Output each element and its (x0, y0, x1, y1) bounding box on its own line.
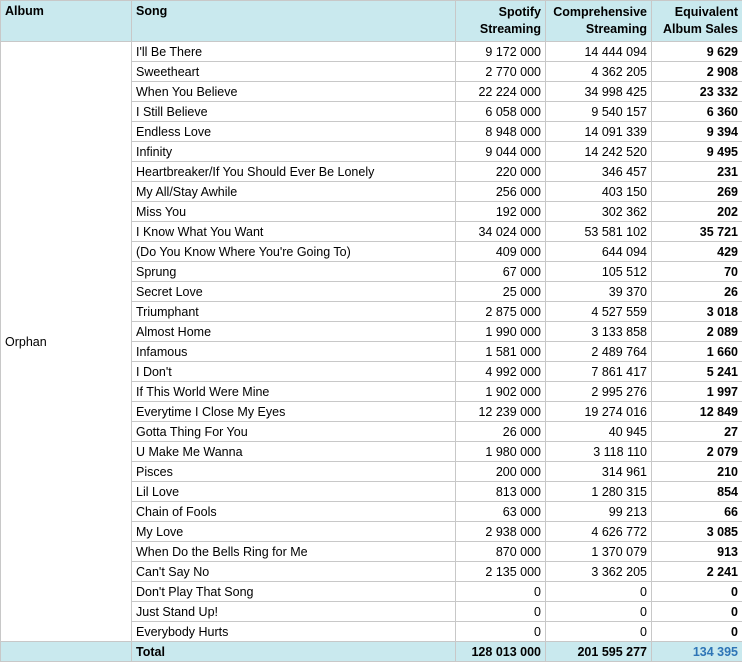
comprehensive-streaming-cell[interactable]: 14 444 094 (546, 42, 652, 62)
equivalent-album-sales-cell[interactable]: 9 394 (652, 122, 742, 142)
comprehensive-streaming-cell[interactable]: 4 362 205 (546, 62, 652, 82)
song-cell[interactable]: Can't Say No (132, 562, 456, 582)
spotify-streaming-cell[interactable]: 67 000 (456, 262, 546, 282)
song-cell[interactable]: Endless Love (132, 122, 456, 142)
comprehensive-header-line2: Streaming (586, 22, 647, 36)
spotify-streaming-cell[interactable]: 25 000 (456, 282, 546, 302)
song-cell[interactable]: When You Believe (132, 82, 456, 102)
equivalent-album-sales-cell[interactable]: 231 (652, 162, 742, 182)
song-cell[interactable]: Heartbreaker/If You Should Ever Be Lonely (132, 162, 456, 182)
comprehensive-streaming-cell[interactable]: 2 489 764 (546, 342, 652, 362)
equivalent-album-sales-column-header[interactable] (652, 1, 742, 42)
spotify-streaming-cell[interactable]: 1 980 000 (456, 442, 546, 462)
spotify-header-line2: Streaming (480, 22, 541, 36)
table-body (1, 42, 742, 662)
song-cell[interactable]: Sweetheart (132, 62, 456, 82)
spotify-streaming-cell[interactable]: 200 000 (456, 462, 546, 482)
album-header-label: Album (5, 4, 44, 18)
album-column-header[interactable] (1, 1, 132, 42)
song-cell[interactable]: Pisces (132, 462, 456, 482)
equivalent-album-sales-cell[interactable]: 202 (652, 202, 742, 222)
comprehensive-streaming-cell[interactable]: 403 150 (546, 182, 652, 202)
spotify-streaming-cell[interactable]: 1 902 000 (456, 382, 546, 402)
comprehensive-streaming-cell[interactable]: 3 133 858 (546, 322, 652, 342)
total-comprehensive-streaming-cell[interactable]: 201 595 277 (546, 642, 652, 662)
song-cell[interactable]: (Do You Know Where You're Going To) (132, 242, 456, 262)
song-cell[interactable]: Gotta Thing For You (132, 422, 456, 442)
comprehensive-streaming-cell[interactable]: 3 362 205 (546, 562, 652, 582)
equivalent-album-sales-cell[interactable]: 2 089 (652, 322, 742, 342)
song-cell[interactable]: U Make Me Wanna (132, 442, 456, 462)
equivalent-album-sales-cell[interactable]: 0 (652, 582, 742, 602)
total-blank-cell[interactable] (1, 642, 132, 662)
spotify-streaming-column-header[interactable] (456, 1, 546, 42)
equivalent-album-sales-cell[interactable]: 35 721 (652, 222, 742, 242)
comprehensive-streaming-cell[interactable]: 9 540 157 (546, 102, 652, 122)
song-cell[interactable]: Everybody Hurts (132, 622, 456, 642)
spotify-streaming-cell[interactable]: 870 000 (456, 542, 546, 562)
equivalent-album-sales-cell[interactable]: 854 (652, 482, 742, 502)
comprehensive-streaming-cell[interactable]: 105 512 (546, 262, 652, 282)
comprehensive-streaming-cell[interactable]: 302 362 (546, 202, 652, 222)
album-cell[interactable]: Orphan (1, 42, 132, 642)
spotify-streaming-cell[interactable]: 409 000 (456, 242, 546, 262)
comprehensive-streaming-cell[interactable]: 39 370 (546, 282, 652, 302)
spotify-streaming-cell[interactable]: 2 135 000 (456, 562, 546, 582)
comprehensive-streaming-cell[interactable]: 644 094 (546, 242, 652, 262)
spotify-streaming-cell[interactable]: 220 000 (456, 162, 546, 182)
spotify-streaming-cell[interactable]: 9 044 000 (456, 142, 546, 162)
equivalent-album-sales-cell[interactable]: 0 (652, 602, 742, 622)
song-cell[interactable]: Infamous (132, 342, 456, 362)
spotify-streaming-cell[interactable]: 63 000 (456, 502, 546, 522)
spotify-streaming-cell[interactable]: 813 000 (456, 482, 546, 502)
equivalent-album-sales-cell[interactable]: 66 (652, 502, 742, 522)
comprehensive-streaming-cell[interactable]: 3 118 110 (546, 442, 652, 462)
equivalent-album-sales-cell[interactable]: 9 495 (652, 142, 742, 162)
comprehensive-streaming-cell[interactable]: 0 (546, 582, 652, 602)
song-cell[interactable]: Sprung (132, 262, 456, 282)
total-spotify-streaming-cell[interactable]: 128 013 000 (456, 642, 546, 662)
comprehensive-streaming-cell[interactable]: 19 274 016 (546, 402, 652, 422)
equivalent-album-sales-cell[interactable]: 429 (652, 242, 742, 262)
song-cell[interactable]: Miss You (132, 202, 456, 222)
comprehensive-streaming-cell[interactable]: 40 945 (546, 422, 652, 442)
spotify-streaming-cell[interactable]: 0 (456, 602, 546, 622)
spotify-streaming-cell[interactable]: 0 (456, 622, 546, 642)
song-cell[interactable]: I Don't (132, 362, 456, 382)
equivalent-album-sales-cell[interactable]: 3 018 (652, 302, 742, 322)
song-cell[interactable]: I'll Be There (132, 42, 456, 62)
equivalent-album-sales-cell[interactable]: 70 (652, 262, 742, 282)
song-cell[interactable]: Chain of Fools (132, 502, 456, 522)
comprehensive-streaming-cell[interactable]: 7 861 417 (546, 362, 652, 382)
song-cell[interactable]: I Know What You Want (132, 222, 456, 242)
spotify-header-line1: Spotify (499, 5, 541, 19)
song-cell[interactable]: I Still Believe (132, 102, 456, 122)
equivalent-album-sales-cell[interactable]: 9 629 (652, 42, 742, 62)
equivalent-album-sales-cell[interactable]: 269 (652, 182, 742, 202)
song-cell[interactable]: Secret Love (132, 282, 456, 302)
equivalent-album-sales-cell[interactable]: 0 (652, 622, 742, 642)
equivalent-album-sales-cell[interactable]: 210 (652, 462, 742, 482)
song-cell[interactable]: When Do the Bells Ring for Me (132, 542, 456, 562)
comprehensive-streaming-cell[interactable]: 99 213 (546, 502, 652, 522)
comprehensive-streaming-cell[interactable]: 14 242 520 (546, 142, 652, 162)
equivalent-album-sales-cell[interactable]: 6 360 (652, 102, 742, 122)
total-label-cell[interactable]: Total (132, 642, 456, 662)
song-cell[interactable]: My Love (132, 522, 456, 542)
comprehensive-streaming-cell[interactable]: 34 998 425 (546, 82, 652, 102)
equivalent-album-sales-cell[interactable]: 27 (652, 422, 742, 442)
spotify-streaming-cell[interactable]: 6 058 000 (456, 102, 546, 122)
equivalent-album-sales-cell[interactable]: 26 (652, 282, 742, 302)
total-row (1, 642, 742, 662)
spotify-streaming-cell[interactable]: 26 000 (456, 422, 546, 442)
comprehensive-streaming-cell[interactable]: 314 961 (546, 462, 652, 482)
equivalent-album-sales-cell[interactable]: 2 079 (652, 442, 742, 462)
song-cell[interactable]: Triumphant (132, 302, 456, 322)
spotify-streaming-cell[interactable]: 256 000 (456, 182, 546, 202)
comprehensive-header-line1: Comprehensive (553, 5, 647, 19)
comprehensive-streaming-cell[interactable]: 4 527 559 (546, 302, 652, 322)
song-header-label: Song (136, 4, 167, 18)
spotify-streaming-cell[interactable]: 4 992 000 (456, 362, 546, 382)
spotify-streaming-cell[interactable]: 0 (456, 582, 546, 602)
equivalent-album-sales-cell[interactable]: 1 997 (652, 382, 742, 402)
song-cell[interactable]: Everytime I Close My Eyes (132, 402, 456, 422)
equivalent-album-sales-cell[interactable]: 913 (652, 542, 742, 562)
spotify-streaming-cell[interactable]: 192 000 (456, 202, 546, 222)
spotify-streaming-cell[interactable]: 8 948 000 (456, 122, 546, 142)
song-cell[interactable]: My All/Stay Awhile (132, 182, 456, 202)
equivalent-album-sales-cell[interactable]: 23 332 (652, 82, 742, 102)
equivalent-album-sales-cell[interactable]: 5 241 (652, 362, 742, 382)
equivalent-album-sales-cell[interactable]: 1 660 (652, 342, 742, 362)
song-cell[interactable]: Almost Home (132, 322, 456, 342)
song-cell[interactable]: Lil Love (132, 482, 456, 502)
table-row (1, 42, 742, 62)
comprehensive-streaming-cell[interactable]: 14 091 339 (546, 122, 652, 142)
comprehensive-streaming-cell[interactable]: 53 581 102 (546, 222, 652, 242)
song-column-header[interactable] (132, 1, 456, 42)
equivalent-album-sales-cell[interactable]: 12 849 (652, 402, 742, 422)
comprehensive-streaming-cell[interactable]: 0 (546, 622, 652, 642)
table-header (1, 1, 742, 42)
spotify-streaming-cell[interactable]: 2 770 000 (456, 62, 546, 82)
comprehensive-streaming-cell[interactable]: 2 995 276 (546, 382, 652, 402)
spotify-streaming-cell[interactable]: 22 224 000 (456, 82, 546, 102)
song-cell[interactable]: Don't Play That Song (132, 582, 456, 602)
equivalent-header-line1: Equivalent (675, 5, 738, 19)
equivalent-album-sales-cell[interactable]: 2 908 (652, 62, 742, 82)
comprehensive-streaming-cell[interactable]: 4 626 772 (546, 522, 652, 542)
spotify-streaming-cell[interactable]: 2 875 000 (456, 302, 546, 322)
song-cell[interactable]: Infinity (132, 142, 456, 162)
header-row (1, 1, 742, 42)
spotify-streaming-cell[interactable]: 1 581 000 (456, 342, 546, 362)
equivalent-album-sales-cell[interactable]: 3 085 (652, 522, 742, 542)
spotify-streaming-cell[interactable]: 12 239 000 (456, 402, 546, 422)
spotify-streaming-cell[interactable]: 34 024 000 (456, 222, 546, 242)
spotify-streaming-cell[interactable]: 2 938 000 (456, 522, 546, 542)
spotify-streaming-cell[interactable]: 1 990 000 (456, 322, 546, 342)
comprehensive-streaming-cell[interactable]: 346 457 (546, 162, 652, 182)
song-cell[interactable]: Just Stand Up! (132, 602, 456, 622)
song-cell[interactable]: If This World Were Mine (132, 382, 456, 402)
comprehensive-streaming-cell[interactable]: 0 (546, 602, 652, 622)
comprehensive-streaming-cell[interactable]: 1 370 079 (546, 542, 652, 562)
equivalent-album-sales-cell[interactable]: 2 241 (652, 562, 742, 582)
comprehensive-streaming-cell[interactable]: 1 280 315 (546, 482, 652, 502)
comprehensive-streaming-column-header[interactable] (546, 1, 652, 42)
total-equivalent-album-sales-cell[interactable]: 134 395 (652, 642, 742, 662)
equivalent-header-line2: Album Sales (663, 22, 738, 36)
spotify-streaming-cell[interactable]: 9 172 000 (456, 42, 546, 62)
